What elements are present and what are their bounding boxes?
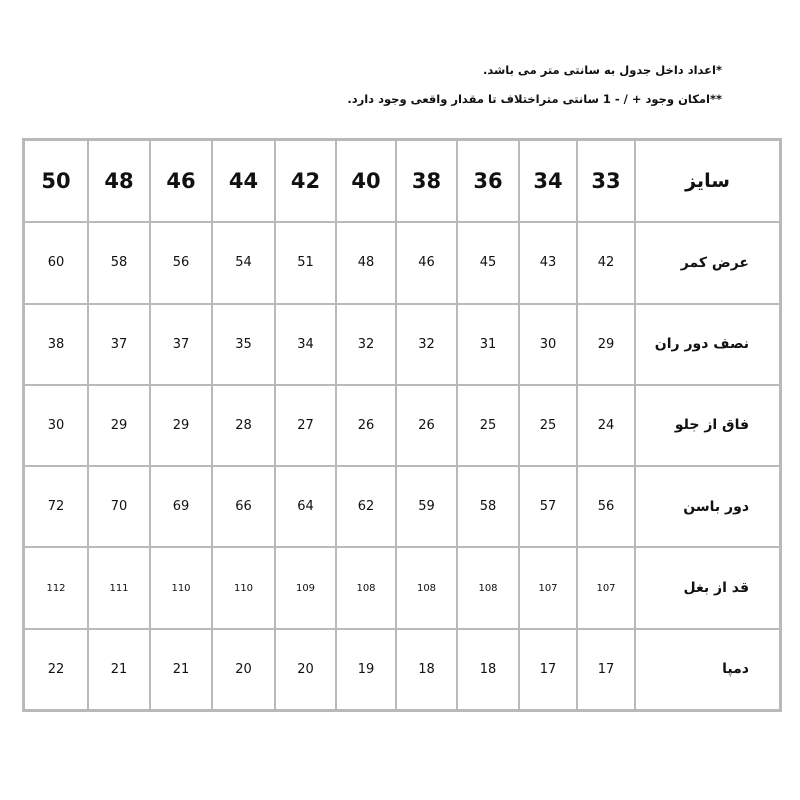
table-cell: 64	[275, 466, 336, 547]
table-cell: 62	[336, 466, 396, 547]
row-label-half-thigh: نصف دور ران	[635, 304, 780, 385]
table-cell: 46	[396, 222, 457, 303]
size-header: 46	[150, 140, 212, 222]
size-header: 50	[24, 140, 88, 222]
table-cell: 26	[336, 385, 396, 466]
table-cell: 34	[275, 304, 336, 385]
table-cell: 70	[88, 466, 150, 547]
table-cell: 17	[519, 629, 577, 710]
table-cell: 28	[212, 385, 275, 466]
table-cell: 51	[275, 222, 336, 303]
table-cell: 35	[212, 304, 275, 385]
table-cell: 108	[396, 547, 457, 628]
table-cell: 45	[457, 222, 519, 303]
table-cell: 54	[212, 222, 275, 303]
table-cell: 66	[212, 466, 275, 547]
header-row	[24, 140, 780, 222]
table-row	[24, 304, 780, 385]
table-cell: 20	[275, 629, 336, 710]
table-cell: 22	[24, 629, 88, 710]
size-header: 33	[577, 140, 635, 222]
table-cell: 27	[275, 385, 336, 466]
size-header: 36	[457, 140, 519, 222]
table-cell: 26	[396, 385, 457, 466]
table-cell: 110	[212, 547, 275, 628]
table-cell: 25	[519, 385, 577, 466]
table-cell: 109	[275, 547, 336, 628]
table-cell: 18	[457, 629, 519, 710]
row-label-hip: دور باسن	[635, 466, 780, 547]
size-header: 44	[212, 140, 275, 222]
table-row	[24, 547, 780, 628]
table-cell: 29	[150, 385, 212, 466]
table-cell: 19	[336, 629, 396, 710]
table-cell: 69	[150, 466, 212, 547]
table-cell: 57	[519, 466, 577, 547]
size-header: 40	[336, 140, 396, 222]
table-cell: 30	[24, 385, 88, 466]
table-row	[24, 385, 780, 466]
table-row	[24, 466, 780, 547]
table-cell: 60	[24, 222, 88, 303]
table-cell: 111	[88, 547, 150, 628]
table-cell: 56	[577, 466, 635, 547]
table-cell: 20	[212, 629, 275, 710]
table-cell: 43	[519, 222, 577, 303]
row-label-leg-opening: دمپا	[635, 629, 780, 710]
table-cell: 29	[88, 385, 150, 466]
table-cell: 38	[24, 304, 88, 385]
table-cell: 25	[457, 385, 519, 466]
table-cell: 31	[457, 304, 519, 385]
note-tolerance: **امکان وجود + / - 1 سانتی متراختلاف تا مقدار واقعی وجود دارد.	[347, 92, 722, 106]
size-table	[22, 138, 782, 712]
notes	[202, 56, 722, 114]
table-cell: 48	[336, 222, 396, 303]
table-cell: 107	[577, 547, 635, 628]
size-header-label: سایز	[635, 140, 780, 222]
size-header: 38	[396, 140, 457, 222]
size-header: 34	[519, 140, 577, 222]
table-cell: 58	[457, 466, 519, 547]
table-cell: 37	[150, 304, 212, 385]
table-cell: 30	[519, 304, 577, 385]
table-cell: 32	[396, 304, 457, 385]
table-cell: 110	[150, 547, 212, 628]
table-cell: 21	[150, 629, 212, 710]
table-cell: 21	[88, 629, 150, 710]
table-row	[24, 222, 780, 303]
table-cell: 108	[457, 547, 519, 628]
table-cell: 59	[396, 466, 457, 547]
row-label-front-rise: فاق از جلو	[635, 385, 780, 466]
row-label-waist: عرض کمر	[635, 222, 780, 303]
size-header: 42	[275, 140, 336, 222]
table-cell: 42	[577, 222, 635, 303]
table-cell: 37	[88, 304, 150, 385]
size-header: 48	[88, 140, 150, 222]
table-cell: 32	[336, 304, 396, 385]
table-cell: 29	[577, 304, 635, 385]
table-cell: 24	[577, 385, 635, 466]
row-label-side-length: قد از بغل	[635, 547, 780, 628]
table-cell: 56	[150, 222, 212, 303]
table-row	[24, 629, 780, 710]
table-cell: 107	[519, 547, 577, 628]
table-cell: 18	[396, 629, 457, 710]
table-cell: 108	[336, 547, 396, 628]
table-cell: 58	[88, 222, 150, 303]
table-cell: 112	[24, 547, 88, 628]
table-cell: 17	[577, 629, 635, 710]
note-units: *اعداد داخل جدول به سانتی متر می باشد.	[482, 63, 722, 77]
table-cell: 72	[24, 466, 88, 547]
